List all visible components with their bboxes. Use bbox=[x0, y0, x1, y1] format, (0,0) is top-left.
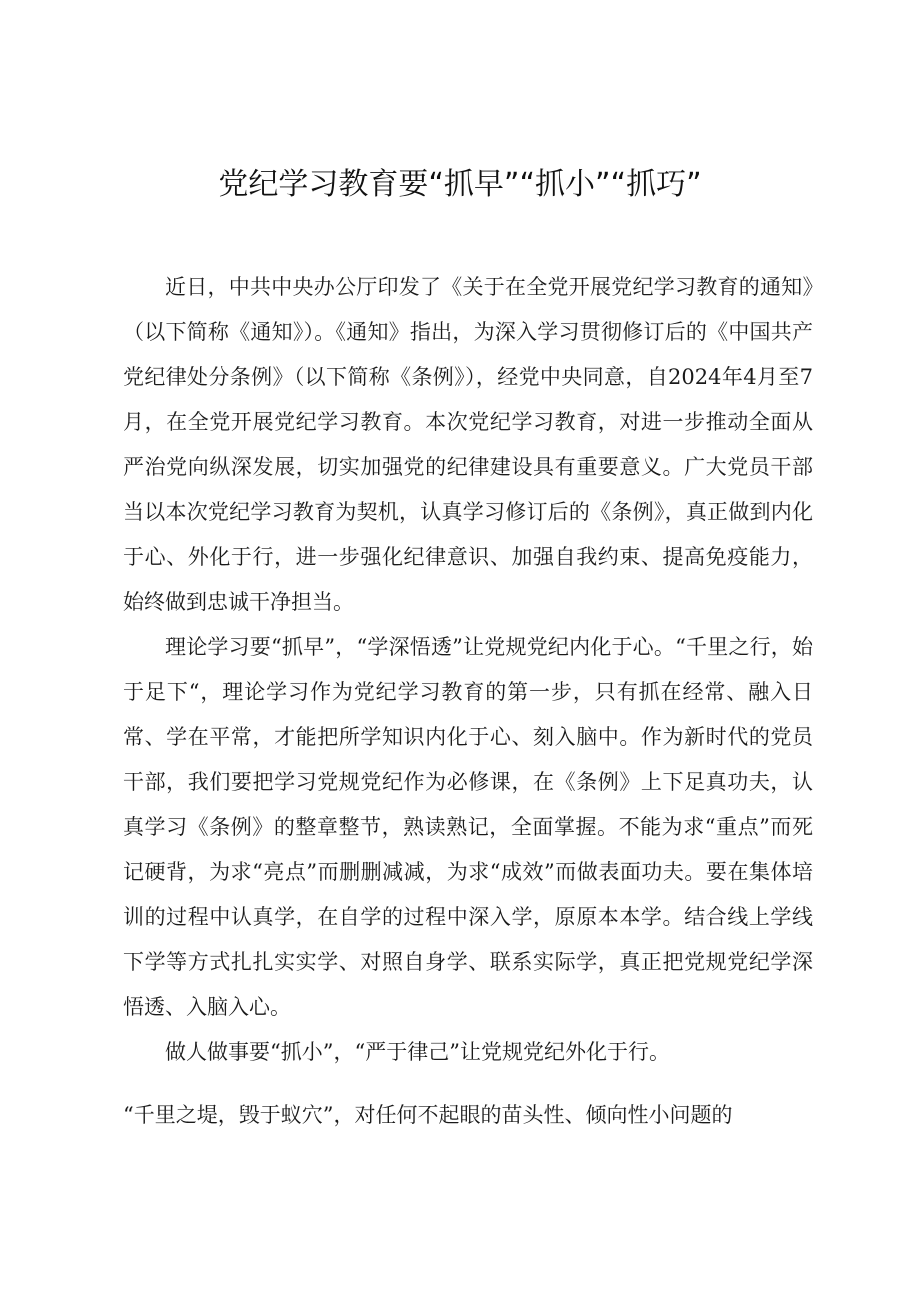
paragraph-intro: 近日，中共中央办公厅印发了《关于在全党开展党纪学习教育的通知》（以下简称《通知》）。《通知》指出，为深入学习贯彻修订后的《中国共产党纪律处分条例》（以下简称《条例》），经党中央同意，自2024年4月至7月，在全党开展党纪学习教育。本次党纪学习教育，对进一步推动全面从严治党向纵深发展，切实加强党的纪律建设具有重要意义。广大党员干部当以本次党纪学习教育为契机，认真学习修订后的《条例》，真正做到内化于心、外化于行，进一步强化纪律意识、加强自我约束、提高免疫能力，始终做到忠诚干净担当。 bbox=[123, 275, 813, 614]
paragraph-continuation: “千里之堤，毁于蚁穴”，对任何不起眼的苗头性、倾向性小问题的 bbox=[123, 1103, 733, 1127]
paragraph-theory-study: 理论学习要“抓早”，“学深悟透”让党规党纪内化于心。“千里之行，始于足下“，理论学习作为党纪学习教育的第一步，只有抓在经常、融入日常、学在平常，才能把所学知识内化于心、刻入脑中。作为新时代的党员干部，我们要把学习党规党纪作为必修课，在《条例》上下足真功夫，认真学习《条例》的整章整节，熟读熟记，全面掌握。不能为求“重点”而死记硬背，为求“亮点”而删删减减，为求“成效”而做表面功夫。要在集体培训的过程中认真学，在自学的过程中深入学，原原本本学。结合线上学线下学等方式扎扎实实学、对照自身学、联系实际学，真正把党规党纪学深悟透、入脑入心。 bbox=[123, 635, 813, 1019]
document-body bbox=[123, 265, 813, 1138]
document-title: 党纪学习教育要“抓早”“抓小”“抓巧” bbox=[218, 167, 702, 202]
paragraph-conduct-heading: 做人做事要“抓小”，“严于律己”让党规党纪外化于行。 bbox=[165, 1040, 670, 1064]
